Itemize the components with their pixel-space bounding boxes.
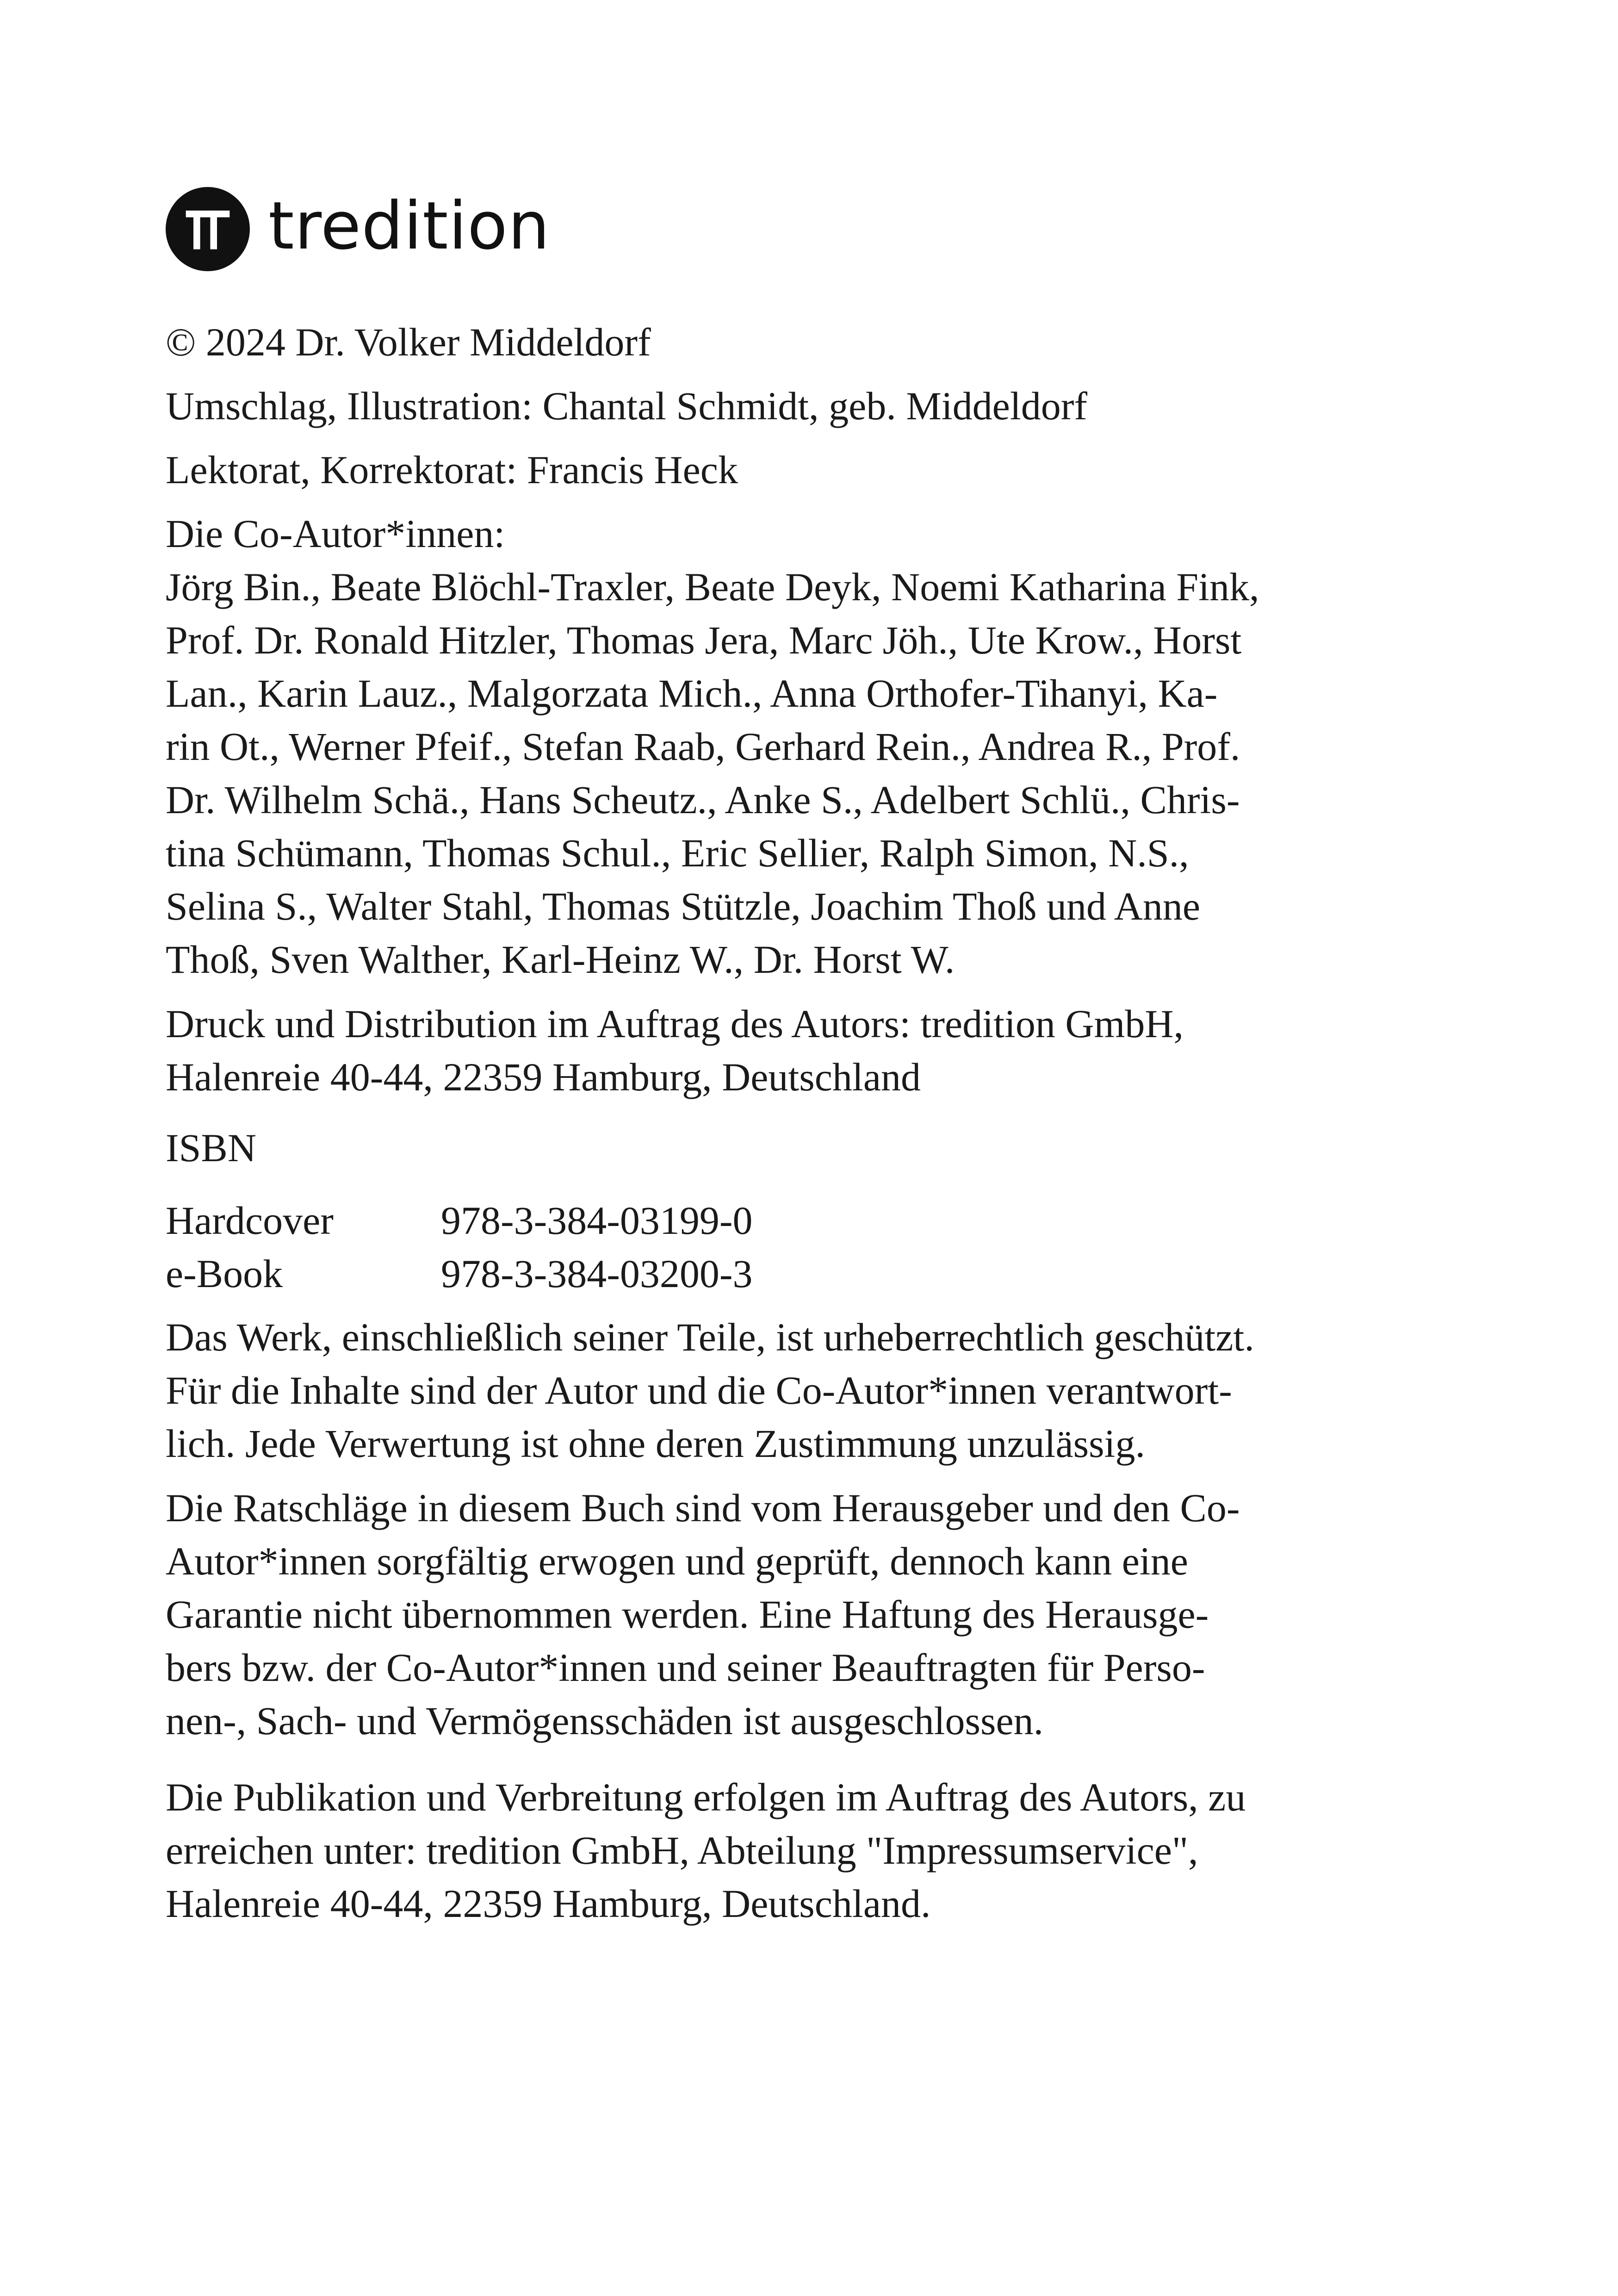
isbn-list [166,1194,1433,1300]
coauthors-line: Thoß, Sven Walther, Karl-Heinz W., Dr. Horst W. [166,937,955,982]
coauthors-heading: Die Co-Autor*innen: [166,511,505,556]
notice-line: lich. Jede Verwertung ist ohne deren Zustimmung unzulässig. [166,1421,1145,1466]
notice-line: Das Werk, einschließlich seiner Teile, ist urheberrechtlich geschützt. [166,1315,1254,1359]
coauthors-line: tina Schümann, Thomas Schul., Eric Sellier, Ralph Simon, N.S., [166,831,1189,875]
coauthors-line: Dr. Wilhelm Schä., Hans Scheutz., Anke S., Adelbert Schlü., Chris- [166,778,1240,822]
cover-credit: Umschlag, Illustration: Chantal Schmidt, geb. Middeldorf [166,384,1088,428]
disclaimer-line: bers bzw. der Co-Autor*innen und seiner Beauftragten für Perso- [166,1645,1205,1690]
isbn-format: e-Book [166,1251,283,1296]
coauthors-section [166,507,1433,986]
coauthors-line: rin Ot., Werner Pfeif., Stefan Raab, Gerhard Rein., Andrea R., Prof. [166,724,1240,769]
coauthors-line: Prof. Dr. Ronald Hitzler, Thomas Jera, Marc Jöh., Ute Krow., Horst [166,618,1242,662]
copyright-notice [166,1311,1433,1470]
notice-line: Für die Inhalte sind der Autor und die Co-Autor*innen verantwort- [166,1368,1232,1412]
coauthors-line: Jörg Bin., Beate Blöchl-Traxler, Beate Deyk, Noemi Katharina Fink, [166,565,1259,609]
tredition-logo-icon [166,187,250,271]
logo-wordmark: tredition [268,188,550,264]
publication-notice [166,1771,1433,1930]
isbn-number: 978-3-384-03200-3 [441,1251,753,1296]
coauthors-line: Lan., Karin Lauz., Malgorzata Mich., Anna Orthofer-Tihanyi, Ka- [166,671,1218,716]
isbn-label: ISBN [166,1126,256,1170]
copyright-line: © 2024 Dr. Volker Middeldorf [166,320,651,364]
isbn-number: 978-3-384-03199-0 [441,1198,753,1243]
isbn-format: Hardcover [166,1198,334,1243]
publication-line: Die Publikation und Verbreitung erfolgen im Auftrag des Autors, zu [166,1775,1246,1819]
disclaimer-line: nen-, Sach- und Vermögensschäden ist ausgeschlossen. [166,1699,1044,1743]
imprint-page [166,185,1433,1954]
disclaimer [166,1481,1433,1748]
coauthors-line: Selina S., Walter Stahl, Thomas Stützle, Joachim Thoß und Anne [166,884,1201,928]
isbn-row-hardcover [166,1194,1433,1247]
publication-line: Halenreie 40-44, 22359 Hamburg, Deutschland. [166,1881,931,1926]
editing-credit: Lektorat, Korrektorat: Francis Heck [166,448,738,492]
disclaimer-line: Autor*innen sorgfältig erwogen und geprüft, dennoch kann eine [166,1539,1188,1583]
disclaimer-line: Garantie nicht übernommen werden. Eine Haftung des Herausge- [166,1592,1209,1636]
printing-distribution [166,997,1433,1104]
tredition-logo [166,185,1433,273]
disclaimer-line: Die Ratschläge in diesem Buch sind vom Herausgeber und den Co- [166,1486,1240,1530]
publication-line: erreichen unter: tredition GmbH, Abteilung "Impressumservice", [166,1828,1198,1873]
isbn-row-ebook [166,1247,1433,1300]
printing-line: Druck und Distribution im Auftrag des Autors: tredition GmbH, [166,1002,1184,1046]
printing-line: Halenreie 40-44, 22359 Hamburg, Deutschland [166,1055,921,1099]
